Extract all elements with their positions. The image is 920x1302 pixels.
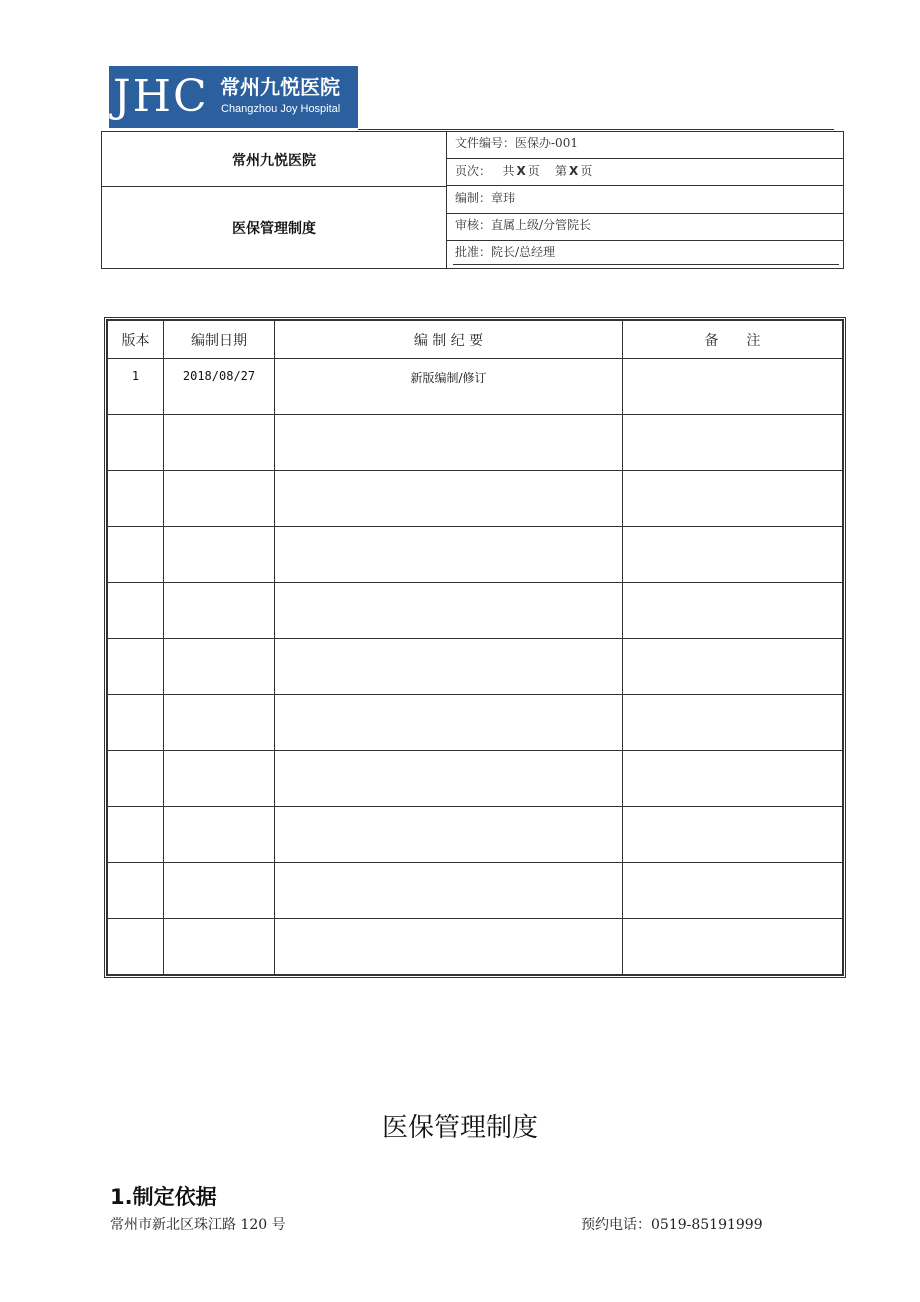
cell-remarks [623,919,843,975]
cell-summary [275,415,623,471]
logo-name-cn: 常州九悦医院 [220,75,340,99]
hospital-name: 常州九悦医院 [232,153,316,169]
approved-by [447,241,843,268]
pages-total-post: 页 [527,164,540,178]
cell-summary [275,527,623,583]
pages-total-x: X [516,164,526,178]
file-number [447,132,843,159]
cell-remarks [623,751,843,807]
compiled-by-text: 编制：章玮 [455,191,516,205]
cell-remarks [623,415,843,471]
reviewed-by [447,214,843,241]
table-row [108,527,843,583]
table-row [108,415,843,471]
cell-date [164,527,275,583]
cell-version [108,807,164,863]
header-rule [358,129,834,130]
cell-summary [275,751,623,807]
cell-date [164,695,275,751]
table-row [108,751,843,807]
cell-summary [275,471,623,527]
cell-date [164,807,275,863]
col-header-summary: 编 制 纪 要 [275,321,623,359]
reviewed-by-text: 审核：直属上级/分管院长 [455,218,592,232]
table-row [108,807,843,863]
table-row [108,471,843,527]
cell-version [108,863,164,919]
cell-date [164,583,275,639]
page-count [447,159,843,186]
cell-summary: 新版编制/修订 [275,359,623,415]
col-header-date: 编制日期 [164,321,275,359]
cell-summary [275,863,623,919]
divider [102,186,446,187]
logo-mark: JHC [113,71,209,122]
table-row [108,583,843,639]
cell-date [164,751,275,807]
cell-date [164,863,275,919]
cell-summary [275,583,623,639]
document-title: 医保管理制度 [381,1113,538,1143]
cell-version [108,751,164,807]
cell-version [108,527,164,583]
cell-summary [275,807,623,863]
cell-version [108,415,164,471]
cell-remarks [623,583,843,639]
cell-date [164,639,275,695]
cell-summary [275,639,623,695]
footer-phone: 预约电话：0519-85191999 [581,1217,763,1233]
doc-name: 医保管理制度 [232,221,316,237]
pages-cur-post: 页 [580,164,593,178]
cell-version [108,583,164,639]
document-info-table [101,131,844,269]
cell-remarks [623,471,843,527]
table-header-row [108,321,843,359]
cell-summary [275,919,623,975]
cell-remarks [623,695,843,751]
cell-version [108,471,164,527]
cell-version [108,695,164,751]
table-row [108,863,843,919]
cell-remarks [623,527,843,583]
section-heading: 1.制定依据 [110,1185,217,1209]
cell-remarks [623,863,843,919]
col-header-remarks: 备 注 [623,321,843,359]
table-row [108,919,843,975]
underline [453,264,839,265]
cell-date: 2018/08/27 [164,359,275,415]
cell-summary [275,695,623,751]
table-row [108,359,843,415]
cell-remarks [623,807,843,863]
col-header-version: 版本 [108,321,164,359]
cell-version: 1 [108,359,164,415]
cell-version [108,639,164,695]
pages-cur-pre: 第 [555,164,568,178]
approved-by-text: 批准：院长/总经理 [455,245,556,259]
cell-date [164,919,275,975]
footer-address: 常州市新北区珠江路 120 号 [110,1217,286,1233]
pages-label: 页次： [455,164,492,178]
table-row [108,695,843,751]
cell-remarks [623,639,843,695]
compiled-by [447,186,843,214]
logo-name-en: Changzhou Joy Hospital [221,103,341,115]
pages-cur-x: X [569,164,579,178]
table-row [108,639,843,695]
cell-version [108,919,164,975]
pages-total-pre: 共 [502,164,515,178]
revision-table [104,317,846,978]
cell-remarks [623,359,843,415]
file-number-text: 文件编号：医保办-001 [455,136,578,150]
hospital-logo [109,66,358,128]
cell-date [164,415,275,471]
cell-date [164,471,275,527]
